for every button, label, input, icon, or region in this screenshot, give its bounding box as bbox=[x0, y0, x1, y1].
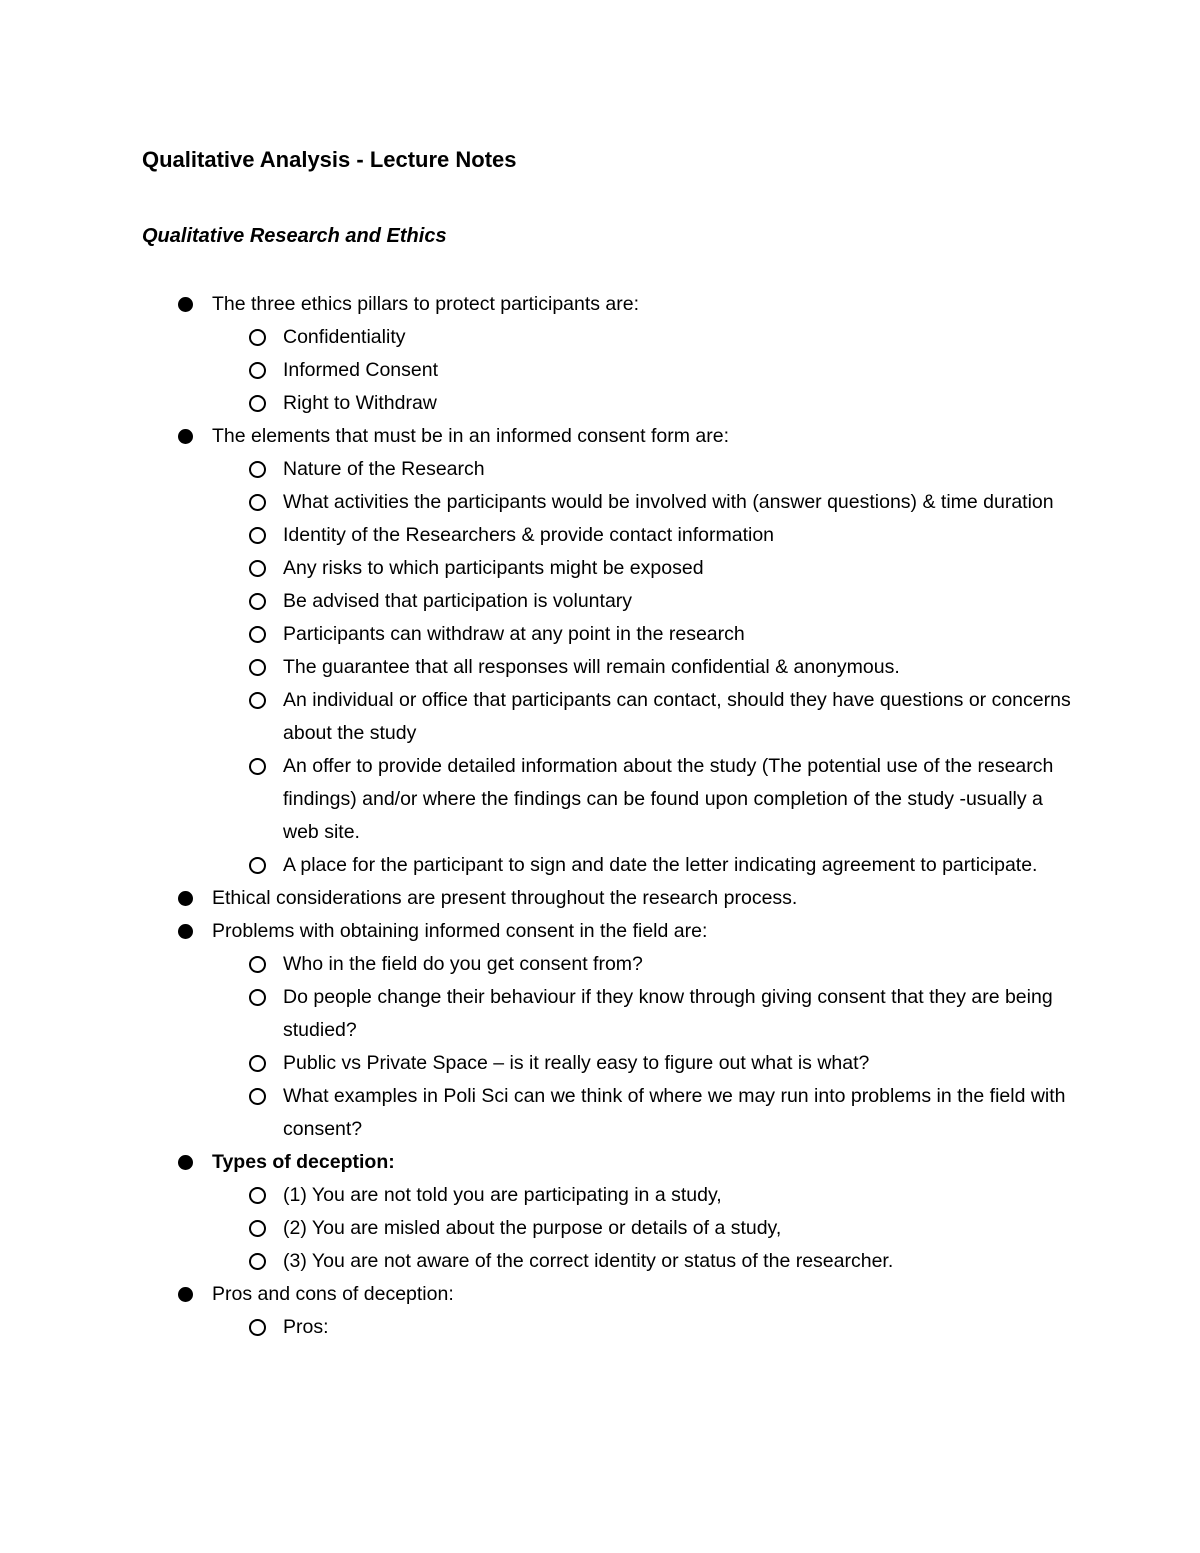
filled-circle-bullet-icon bbox=[178, 429, 193, 444]
sub-bullet-text: Confidentiality bbox=[283, 326, 406, 348]
sub-bullet-text: Participants can withdraw at any point in the research bbox=[283, 623, 745, 645]
sub-list bbox=[212, 948, 1200, 1146]
sub-bullet-item bbox=[0, 453, 1083, 486]
sub-bullet-text: The guarantee that all responses will remain confidential & anonymous. bbox=[283, 656, 900, 678]
bullet-text: The three ethics pillars to protect participants are: bbox=[212, 293, 640, 315]
bullet-text: Problems with obtaining informed consent in the field are: bbox=[212, 920, 708, 942]
sub-bullet-item bbox=[0, 1179, 1083, 1212]
filled-circle-bullet-icon bbox=[178, 1287, 193, 1302]
hollow-circle-bullet-icon bbox=[249, 626, 266, 643]
sub-bullet-text: An offer to provide detailed information about the study (The potential use of the research findings) and/or where the findings can be found upon completion of the study -usually a web site. bbox=[283, 755, 1054, 843]
sub-bullet-item bbox=[0, 585, 1083, 618]
sub-bullet-text: Identity of the Researchers & provide contact information bbox=[283, 524, 775, 546]
bullet-text: Types of deception: bbox=[212, 1151, 395, 1173]
sub-bullet-item bbox=[0, 1311, 1083, 1344]
sub-bullet-text: Any risks to which participants might be exposed bbox=[283, 557, 704, 579]
bullet-item bbox=[0, 915, 1200, 1146]
section-subtitle: Qualitative Research and Ethics bbox=[142, 225, 447, 247]
sub-bullet-item bbox=[0, 618, 1083, 651]
sub-bullet-item bbox=[0, 552, 1083, 585]
sub-bullet-item bbox=[0, 684, 1083, 750]
filled-circle-bullet-icon bbox=[178, 924, 193, 939]
sub-bullet-item bbox=[0, 1245, 1083, 1278]
sub-bullet-text: What activities the participants would be involved with (answer questions) & time duration bbox=[283, 491, 1054, 513]
hollow-circle-bullet-icon bbox=[249, 1220, 266, 1237]
sub-bullet-item bbox=[0, 1212, 1083, 1245]
sub-bullet-text: An individual or office that participants can contact, should they have questions or concerns about the study bbox=[283, 689, 1071, 744]
hollow-circle-bullet-icon bbox=[249, 1319, 266, 1336]
sub-bullet-text: Pros: bbox=[283, 1316, 329, 1338]
filled-circle-bullet-icon bbox=[178, 1155, 193, 1170]
hollow-circle-bullet-icon bbox=[249, 1253, 266, 1270]
document-title: Qualitative Analysis - Lecture Notes bbox=[142, 147, 517, 172]
hollow-circle-bullet-icon bbox=[249, 956, 266, 973]
sub-bullet-text: Public vs Private Space – is it really easy to figure out what is what? bbox=[283, 1052, 870, 1074]
sub-bullet-item bbox=[0, 981, 1083, 1047]
sub-bullet-text: (2) You are misled about the purpose or details of a study, bbox=[283, 1217, 782, 1239]
hollow-circle-bullet-icon bbox=[249, 329, 266, 346]
sub-list bbox=[212, 1311, 1200, 1344]
sub-bullet-item bbox=[0, 1080, 1083, 1146]
sub-bullet-item bbox=[0, 750, 1083, 849]
sub-bullet-text: (1) You are not told you are participating in a study, bbox=[283, 1184, 722, 1206]
hollow-circle-bullet-icon bbox=[249, 758, 266, 775]
sub-bullet-text: Be advised that participation is voluntary bbox=[283, 590, 633, 612]
hollow-circle-bullet-icon bbox=[249, 494, 266, 511]
sub-bullet-item bbox=[0, 519, 1083, 552]
sub-bullet-item bbox=[0, 651, 1083, 684]
sub-bullet-item bbox=[0, 321, 1083, 354]
sub-bullet-item bbox=[0, 849, 1083, 882]
sub-bullet-text: What examples in Poli Sci can we think of where we may run into problems in the field with consent? bbox=[283, 1085, 1066, 1140]
hollow-circle-bullet-icon bbox=[249, 857, 266, 874]
hollow-circle-bullet-icon bbox=[249, 527, 266, 544]
hollow-circle-bullet-icon bbox=[249, 1187, 266, 1204]
hollow-circle-bullet-icon bbox=[249, 692, 266, 709]
sub-bullet-item bbox=[0, 486, 1083, 519]
bullet-text: Pros and cons of deception: bbox=[212, 1283, 454, 1305]
notes-outline bbox=[0, 288, 1200, 1344]
sub-list bbox=[212, 453, 1200, 882]
sub-bullet-text: Who in the field do you get consent from? bbox=[283, 953, 643, 975]
hollow-circle-bullet-icon bbox=[249, 989, 266, 1006]
sub-bullet-item bbox=[0, 1047, 1083, 1080]
hollow-circle-bullet-icon bbox=[249, 362, 266, 379]
sub-bullet-item bbox=[0, 387, 1083, 420]
bullet-item bbox=[0, 420, 1200, 882]
filled-circle-bullet-icon bbox=[178, 891, 193, 906]
sub-bullet-item bbox=[0, 948, 1083, 981]
hollow-circle-bullet-icon bbox=[249, 659, 266, 676]
hollow-circle-bullet-icon bbox=[249, 1055, 266, 1072]
bullet-item bbox=[0, 882, 1200, 915]
filled-circle-bullet-icon bbox=[178, 297, 193, 312]
sub-bullet-text: Right to Withdraw bbox=[283, 392, 437, 414]
sub-bullet-text: Do people change their behaviour if they know through giving consent that they are being studied? bbox=[283, 986, 1053, 1041]
bullet-item bbox=[0, 1146, 1200, 1278]
bullet-text: Ethical considerations are present throughout the research process. bbox=[212, 887, 798, 909]
bullet-item bbox=[0, 1278, 1200, 1344]
sub-bullet-text: Informed Consent bbox=[283, 359, 439, 381]
bullet-item bbox=[0, 288, 1200, 420]
hollow-circle-bullet-icon bbox=[249, 593, 266, 610]
sub-bullet-text: A place for the participant to sign and date the letter indicating agreement to participate. bbox=[283, 854, 1038, 876]
sub-bullet-item bbox=[0, 354, 1083, 387]
sub-bullet-text: (3) You are not aware of the correct identity or status of the researcher. bbox=[283, 1250, 894, 1272]
hollow-circle-bullet-icon bbox=[249, 395, 266, 412]
hollow-circle-bullet-icon bbox=[249, 461, 266, 478]
hollow-circle-bullet-icon bbox=[249, 560, 266, 577]
sub-list bbox=[212, 321, 1200, 420]
hollow-circle-bullet-icon bbox=[249, 1088, 266, 1105]
sub-list bbox=[212, 1179, 1200, 1278]
sub-bullet-text: Nature of the Research bbox=[283, 458, 485, 480]
bullet-text: The elements that must be in an informed consent form are: bbox=[212, 425, 730, 447]
